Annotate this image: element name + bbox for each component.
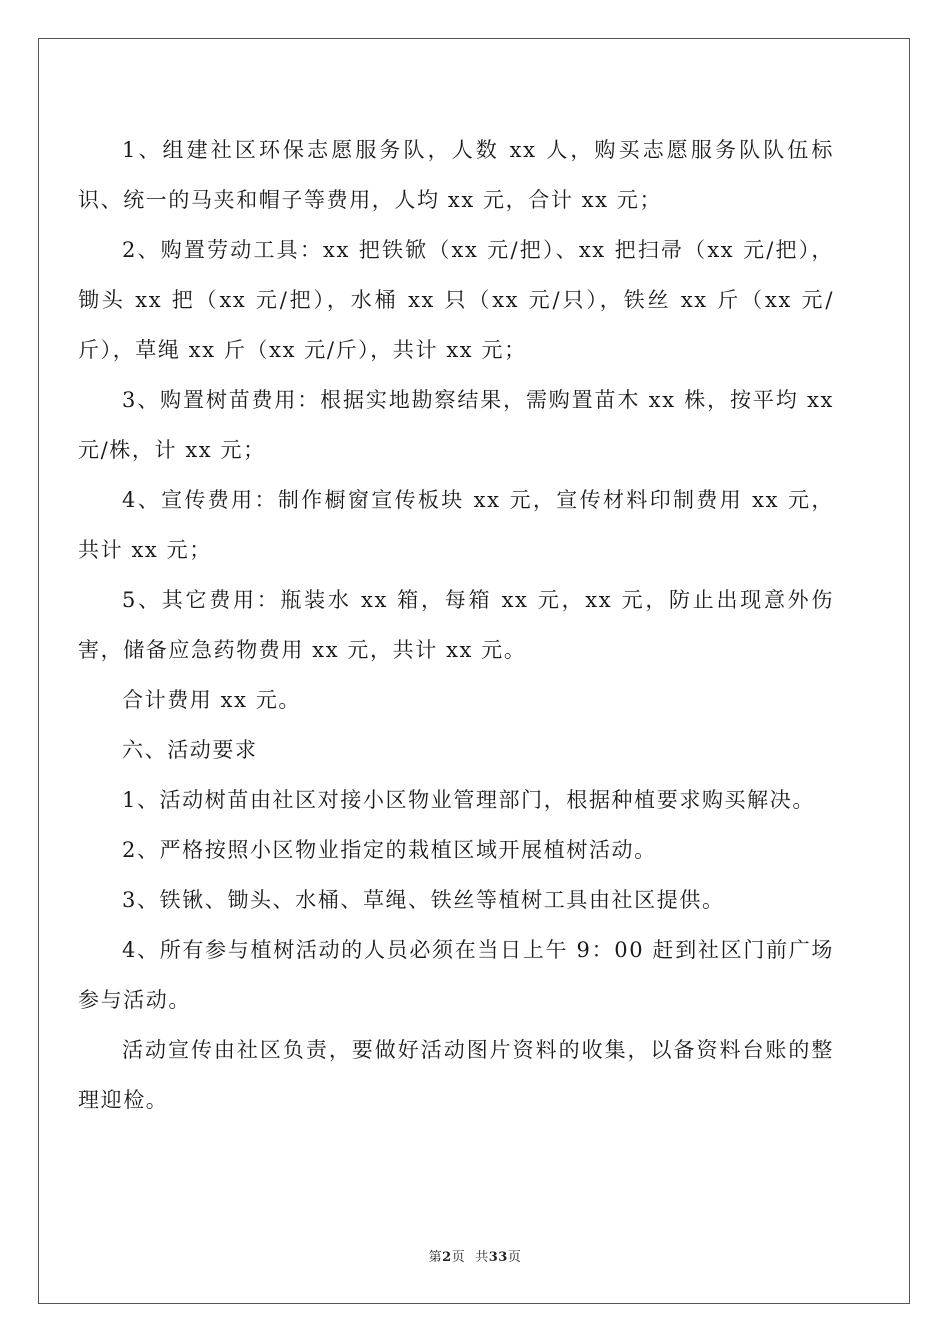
page-prefix: 第: [428, 1250, 443, 1265]
page-number: 2: [442, 1250, 452, 1265]
section-heading-requirements: 六、活动要求: [122, 738, 258, 762]
document-body: [78, 125, 834, 1125]
paragraph-requirement-4: 4、所有参与植树活动的人员必须在当日上午 9：00 赶到社区门前广场参与活动。: [78, 938, 834, 1012]
paragraph-expense-tools: 2、购置劳动工具：xx 把铁锨（xx 元/把）、xx 把扫帚（xx 元/把），锄头 xx 把（xx 元/把），水桶 xx 只（xx 元/只），铁丝 xx 斤（xx 元/斤），草绳 xx 斤（xx 元/斤），共计 xx 元；: [78, 238, 834, 362]
page-footer: [0, 1246, 950, 1265]
paragraph-requirement-2: 2、严格按照小区物业指定的栽植区域开展植树活动。: [122, 838, 657, 862]
paragraph-total-cost: 合计费用 xx 元。: [122, 688, 302, 712]
paragraph-expense-publicity: 4、宣传费用：制作橱窗宣传板块 xx 元，宣传材料印制费用 xx 元，共计 xx 元；: [78, 488, 834, 562]
total-prefix: 共: [475, 1250, 489, 1265]
page-suffix: 页: [451, 1250, 466, 1265]
paragraph-requirement-3: 3、铁锹、锄头、水桶、草绳、铁丝等植树工具由社区提供。: [122, 888, 725, 912]
paragraph-expense-other: 5、其它费用：瓶装水 xx 箱，每箱 xx 元，xx 元，防止出现意外伤害，储备应急药物费用 xx 元，共计 xx 元。: [78, 588, 834, 662]
paragraph-expense-saplings: 3、购置树苗费用：根据实地勘察结果，需购置苗木 xx 株，按平均 xx 元/株，计 xx 元；: [78, 388, 834, 462]
total-pages: 33: [488, 1250, 508, 1265]
paragraph-publicity-note: 活动宣传由社区负责，要做好活动图片资料的收集，以备资料台账的整理迎检。: [78, 1038, 834, 1112]
paragraph-expense-volunteer-team: 1、组建社区环保志愿服务队，人数 xx 人，购买志愿服务队队伍标识、统一的马夹和帽子等费用，人均 xx 元，合计 xx 元；: [78, 138, 834, 212]
paragraph-requirement-1: 1、活动树苗由社区对接小区物业管理部门，根据种植要求购买解决。: [122, 788, 815, 812]
total-suffix: 页: [507, 1250, 522, 1265]
